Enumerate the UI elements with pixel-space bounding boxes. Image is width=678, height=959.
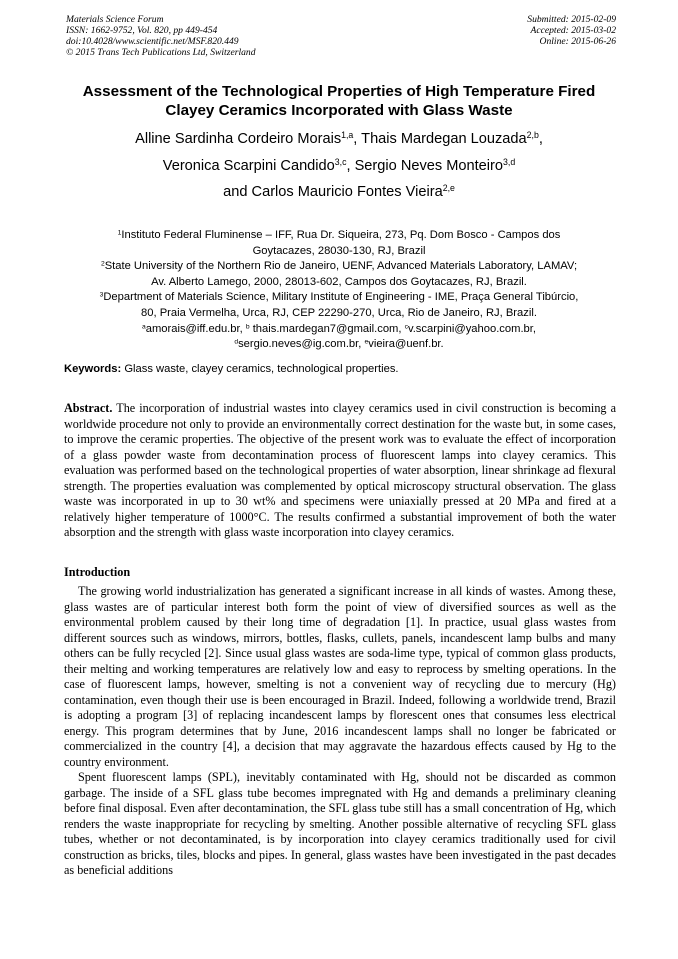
doi-line: doi:10.4028/www.scientific.net/MSF.820.449	[66, 36, 239, 47]
email-sup: a	[142, 322, 146, 330]
author-affil-sup: 2,e	[442, 183, 455, 194]
abstract-text: The incorporation of industrial wastes into clayey ceramics used in civil construction is becoming a worldwide procedure not only to provide an environmentally correct destination for the waste but, in some cases, to improve the ceramic properties. The objective of the present work was to evaluate the effect of incorporation of a glass powder waste from decontamination process of fluorescent lamps into clayey ceramics. This evaluation was performed based on the technological properties of water absorption, linear shrinkage ad flexural strength. The properties evaluation was complemented by optical microscopy structural observation. The glass waste was incorporated in up to 30 wt% and specimens were uniaxially pressed at 20 MPa and fired at a relatively higher temperature of 1000°C. The results confirmed a substantial improvement of both the water absorption and the strength with glass waste incorporation into clayey ceramics.	[64, 401, 616, 539]
affiliation-line	[58, 290, 620, 306]
online-date: Online: 2015-06-26	[539, 36, 616, 47]
title-line-2: Clayey Ceramics Incorporated with Glass Waste	[165, 102, 513, 119]
author-name: Alline Sardinha Cordeiro Morais	[135, 131, 342, 147]
author-affil-sup: 1,a	[341, 130, 354, 141]
paragraph: Spent fluorescent lamps (SPL), inevitably contaminated with Hg, should not be discarded as common garbage. The inside of a SFL glass tube becomes impregnated with Hg and demands a preliminary cleaning before final disposal. Even after decontamination, the SFL glass tube still has a small concentration of Hg, which renders the waste inappropriate for recycling by smelting. Another possible alternative of recycling SFL glass tubes, whether or not decontaminated, is by incorporation into clayey ceramics traditionally used for civil construction as bricks, tiles, blocks and pipes. In general, glass wastes have been investigated in the past decades as beneficial additions	[64, 770, 616, 877]
email-link[interactable]: v.scarpini@yahoo.com.br,	[407, 322, 536, 335]
abstract	[64, 401, 616, 541]
introduction-body	[64, 584, 616, 879]
title-line-1: Assessment of the Technological Properties of High Temperature Fired	[82, 83, 596, 100]
paper-title	[40, 82, 638, 120]
publication-dates	[527, 14, 616, 47]
email-sup: d	[234, 338, 239, 346]
journal-name: Materials Science Forum	[66, 14, 164, 25]
paragraph: The growing world industrialization has generated a significant increase in all kinds of wastes. Among these, glass wastes are of particular interest both form the point of view of diversified sources as well as the environmental problem caused by their long time of degradation [1]. In practice, usual glass wastes from different sources such as windows, mirrors, bottles, flasks, cullets, panels, incandescent lamp bulbs and many others can be fully recycled [2]. Since usual glass wastes are soda-lime type, typical of common glass products, their melting and working temperatures are relatively low and easy to reprocess by smelting operations. In the case of fluorescent lamps, however, smelting is not a convenient way of recycling due to mercury (Hg) contamination, even though their use is been encouraged in Brazil. Indeed, following a worldwide trend, Brazil is adopting a program [3] of replacing incandescent lamps by florescent ones that consumes less electrical energy. This program determines that by June, 2016 incandescent lamps shall no longer be fabricated or commercialized in the country [4], a decision that may aggravate the hazardous effects caused by Hg to the country environment.	[64, 584, 616, 769]
affiliations	[58, 228, 620, 353]
journal-info	[66, 14, 256, 58]
author-name: Thais Mardegan Louzada	[361, 131, 527, 147]
keywords-text: Glass waste, clayey ceramics, technological properties.	[124, 363, 399, 375]
affiliation-sup: 3	[99, 291, 104, 299]
email-link[interactable]: vieira@uenf.br.	[368, 338, 444, 351]
author-name: Carlos Mauricio Fontes Vieira	[251, 184, 443, 200]
author-affil-sup: 3,c	[334, 156, 347, 167]
accepted-date: Accepted: 2015-03-02	[530, 25, 616, 36]
affiliation-line: Av. Alberto Lamego, 2000, 28013-602, Campos dos Goytacazes, RJ, Brazil.	[151, 275, 527, 288]
affiliation-line	[58, 259, 620, 275]
affiliation-text: Department of Materials Science, Military Institute of Engineering - IME, Praça General Tibúrcio,	[103, 291, 579, 304]
issn-line: ISSN: 1662-9752, Vol. 820, pp 449-454	[66, 25, 218, 36]
submitted-date: Submitted: 2015-02-09	[527, 14, 616, 25]
affiliation-text: Instituto Federal Fluminense – IFF, Rua Dr. Siqueira, 273, Pq. Dom Bosco - Campos dos	[121, 229, 561, 241]
email-sup: e	[364, 338, 369, 346]
author-name: Veronica Scarpini Candido	[162, 157, 335, 174]
author-affil-sup: 3,d	[503, 156, 516, 167]
email-link[interactable]: sergio.neves@ig.com.br,	[238, 338, 362, 351]
keywords	[64, 362, 616, 376]
affiliation-text: State University of the Northern Rio de Janeiro, UENF, Advanced Materials Laboratory, LAMAV;	[104, 260, 578, 273]
affiliation-line	[58, 228, 620, 244]
email-line	[58, 337, 620, 353]
email-link[interactable]: thais.mardegan7@gmail.com,	[252, 322, 402, 335]
abstract-label: Abstract.	[64, 401, 113, 415]
authors-line-2: Veronica Scarpini Candido$^{3,c}$, Sergio Neves Monteiro$^{3,d}$	[162, 156, 516, 174]
author-affil-sup: 2,b	[526, 130, 539, 141]
affiliation-sup: 2	[100, 260, 105, 268]
affiliation-line: 80, Praia Vermelha, Urca, RJ, CEP 22290-270, Urca, Rio de Janeiro, RJ, Brazil.	[141, 306, 537, 319]
email-sup: c	[404, 322, 408, 330]
authors-line-3	[40, 179, 638, 206]
authors-line-1: Alline Sardinha Cordeiro Morais$^{1,a}$, Thais Mardegan Louzada$^{2,b}$,	[135, 130, 543, 147]
affiliation-line: Goytacazes, 28030-130, RJ, Brazil	[252, 244, 426, 257]
affiliation-sup: 1	[117, 229, 122, 237]
email-sup: b	[245, 322, 250, 330]
author-list	[40, 126, 638, 206]
copyright-line: © 2015 Trans Tech Publications Ltd, Switzerland	[66, 47, 256, 58]
email-link[interactable]: amorais@iff.edu.br,	[145, 322, 243, 335]
keywords-label: Keywords:	[64, 363, 122, 375]
author-name: Sergio Neves Monteiro	[354, 157, 504, 174]
section-heading-introduction: Introduction	[64, 565, 131, 579]
and-word: and	[223, 184, 248, 200]
email-line	[58, 322, 620, 338]
